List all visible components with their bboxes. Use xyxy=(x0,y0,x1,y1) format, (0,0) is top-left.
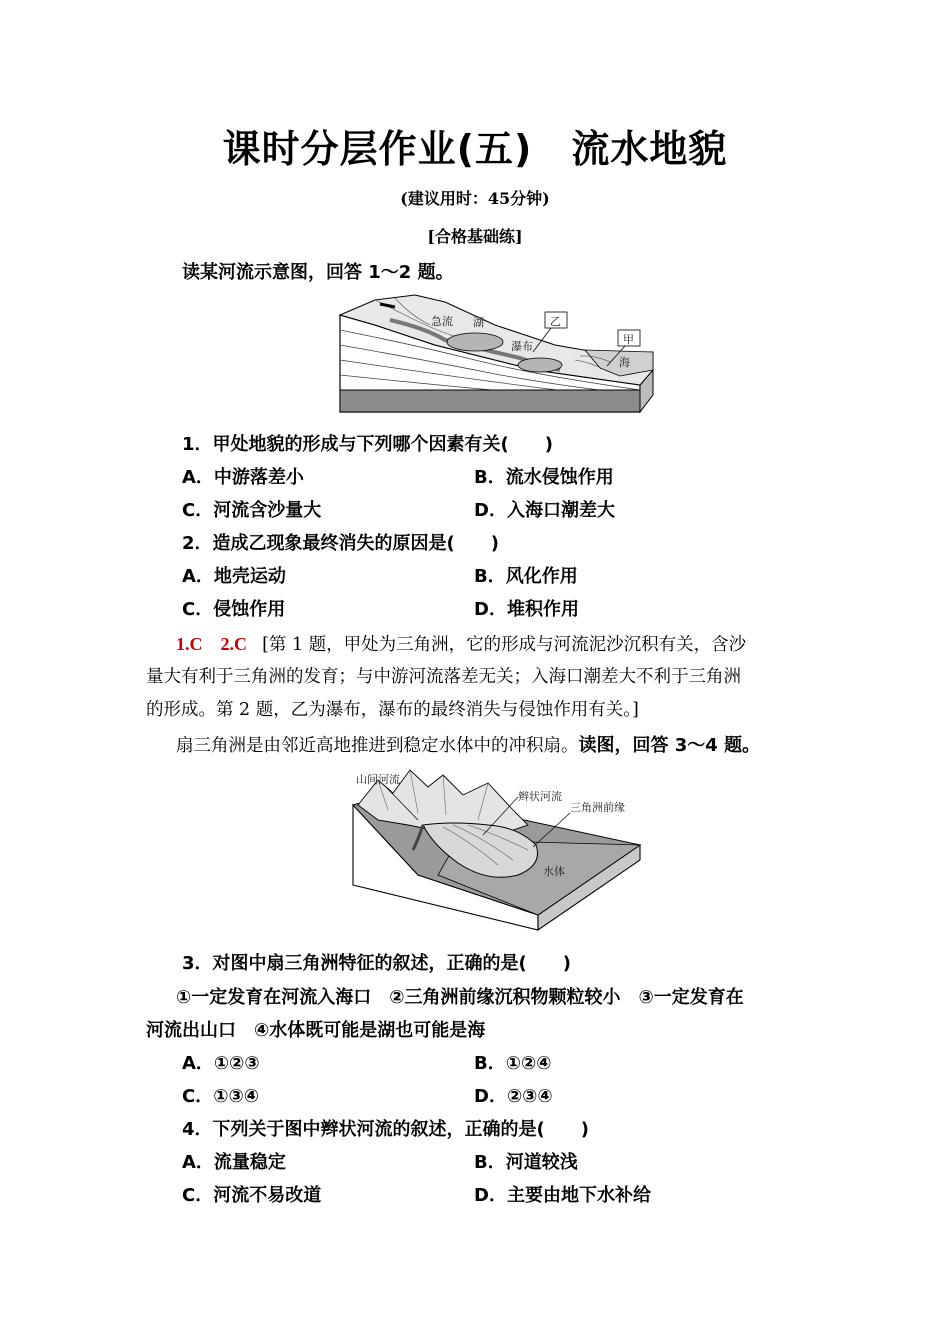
intro-q3-4-instruction: 读图，回答 3～4 题。 xyxy=(578,735,761,756)
q4-option-c: C．河流不易改道 xyxy=(182,1185,322,1206)
q3-option-c: C．①③④ xyxy=(182,1086,259,1107)
q3-option-d: D．②③④ xyxy=(474,1086,553,1107)
q3-statements-line2: 河流出山口 ④水体既可能是湖也可能是海 xyxy=(146,1020,486,1041)
river-diagram xyxy=(335,290,655,415)
q4-option-d: D．主要由地下水补给 xyxy=(474,1185,651,1206)
q2-option-d: D．堆积作用 xyxy=(474,599,579,620)
q4-option-b: B．河道较浅 xyxy=(474,1152,578,1173)
fan-delta-diagram xyxy=(348,765,648,935)
label-mountain-river: 山间河流 xyxy=(356,773,400,786)
label-waterfall: 瀑布 xyxy=(511,340,533,353)
answer-12-key: 1.C 2.C xyxy=(176,634,247,654)
page-title: 课时分层作业(五) 流水地貌 xyxy=(222,127,728,171)
label-sea: 海 xyxy=(619,356,630,369)
q1-stem: 1．甲处地貌的形成与下列哪个因素有关( ) xyxy=(182,434,553,455)
answer-12-text1: [第 1 题，甲处为三角洲，它的形成与河流泥沙沉积有关，含沙 xyxy=(262,635,747,655)
answer-12-line1 xyxy=(176,630,746,656)
q1-option-a: A．中游落差小 xyxy=(182,467,304,488)
intro-q1-2: 读某河流示意图，回答 1～2 题。 xyxy=(182,262,454,283)
q3-stem: 3．对图中扇三角洲特征的叙述，正确的是( ) xyxy=(182,953,571,974)
label-lake: 湖 xyxy=(473,316,484,329)
label-yi: 乙 xyxy=(550,315,561,328)
q1-option-c: C．河流含沙量大 xyxy=(182,500,322,521)
time-note: (建议用时：45分钟) xyxy=(400,189,550,208)
label-delta-front: 三角洲前缘 xyxy=(570,801,625,814)
q2-option-a: A．地壳运动 xyxy=(182,566,286,587)
q2-option-c: C．侵蚀作用 xyxy=(182,599,286,620)
q1-option-b: B．流水侵蚀作用 xyxy=(474,467,614,488)
label-braided-river: 辫状河流 xyxy=(518,790,562,803)
section-label: [合格基础练] xyxy=(427,227,523,246)
answer-12-line3: 的形成。第 2 题，乙为瀑布，瀑布的最终消失与侵蚀作用有关。] xyxy=(146,700,639,720)
q4-option-a: A．流量稳定 xyxy=(182,1152,286,1173)
q4-stem: 4．下列关于图中辫状河流的叙述，正确的是( ) xyxy=(182,1119,589,1140)
q3-option-b: B．①②④ xyxy=(474,1053,552,1074)
label-water-body: 水体 xyxy=(543,865,565,878)
intro-q3-4-text: 扇三角洲是由邻近高地推进到稳定水体中的冲积扇。 xyxy=(176,736,579,756)
label-jia: 甲 xyxy=(623,333,634,346)
q2-option-b: B．风化作用 xyxy=(474,566,578,587)
q3-option-a: A．①②③ xyxy=(182,1053,260,1074)
q1-option-d: D．入海口潮差大 xyxy=(474,500,615,521)
q3-statements-line1: ①一定发育在河流入海口 ②三角洲前缘沉积物颗粒较小 ③一定发育在 xyxy=(176,987,744,1008)
answer-12-line2: 量大有利于三角洲的发育；与中游河流落差无关；入海口潮差大不利于三角洲 xyxy=(146,667,741,687)
label-rapids: 急流 xyxy=(431,315,453,328)
intro-q3-4 xyxy=(176,731,760,757)
q2-stem: 2．造成乙现象最终消失的原因是( ) xyxy=(182,533,499,554)
